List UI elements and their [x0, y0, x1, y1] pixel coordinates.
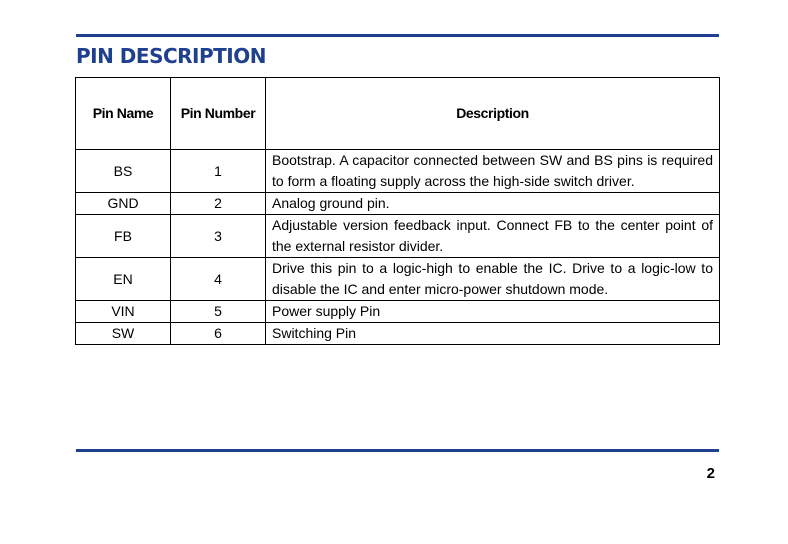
pin-description-cell: Bootstrap. A capacitor connected between SW and BS pins is required to form a floating supply across the high-side switch driver.	[266, 150, 720, 193]
pin-name-cell: GND	[76, 193, 171, 215]
table-row	[76, 258, 720, 301]
header-pin-number: Pin Number	[171, 78, 266, 150]
page-number: 2	[706, 465, 715, 482]
pin-name-cell: FB	[76, 215, 171, 258]
header-pin-name: Pin Name	[76, 78, 171, 150]
pin-name-cell: SW	[76, 323, 171, 345]
header-description: Description	[266, 78, 720, 150]
top-divider	[76, 34, 719, 37]
table-row	[76, 193, 720, 215]
pin-number-cell: 6	[171, 323, 266, 345]
pin-name-cell: BS	[76, 150, 171, 193]
table-header-row	[76, 78, 720, 150]
pin-number-cell: 4	[171, 258, 266, 301]
pin-description-cell: Drive this pin to a logic-high to enable the IC. Drive to a logic-low to disable the IC and enter micro-power shutdown mode.	[266, 258, 720, 301]
pin-number-cell: 3	[171, 215, 266, 258]
pin-description-cell: Adjustable version feedback input. Connect FB to the center point of the external resistor divider.	[266, 215, 720, 258]
table-row	[76, 323, 720, 345]
pin-number-cell: 2	[171, 193, 266, 215]
pin-description-table	[75, 77, 720, 345]
pin-name-cell: VIN	[76, 301, 171, 323]
table-row	[76, 215, 720, 258]
pin-description-cell: Switching Pin	[266, 323, 720, 345]
table-row	[76, 301, 720, 323]
table-row	[76, 150, 720, 193]
bottom-divider	[76, 449, 719, 452]
pin-name-cell: EN	[76, 258, 171, 301]
pin-description-cell: Power supply Pin	[266, 301, 720, 323]
pin-number-cell: 5	[171, 301, 266, 323]
section-title: PIN DESCRIPTION	[76, 44, 266, 68]
pin-number-cell: 1	[171, 150, 266, 193]
pin-description-cell: Analog ground pin.	[266, 193, 720, 215]
